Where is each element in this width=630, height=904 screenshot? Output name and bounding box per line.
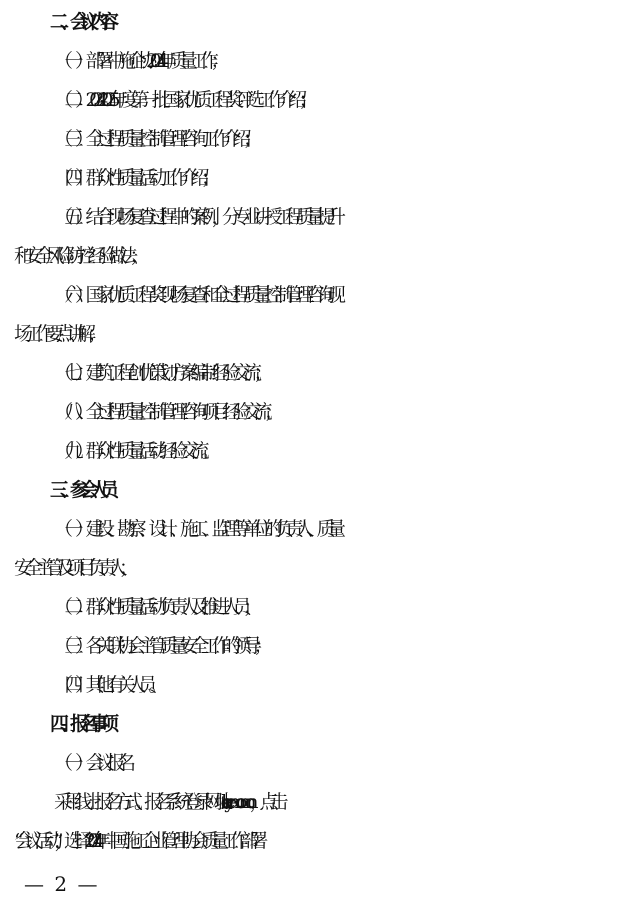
attendee-item-4: （四）其他有关人员。 bbox=[54, 674, 160, 696]
meeting-item-2: （二）2024-2025 年度第一批国家优质工程奖评选工作介绍； bbox=[54, 89, 310, 111]
meeting-item-6-continued: 场工作要点讲解； bbox=[14, 323, 99, 345]
registration-paragraph-line-1: 采用线上报名方式。报名系统登录网址 hy.cacem.com.cn，点击 bbox=[54, 791, 280, 813]
section-heading-attendees: 三、参会人员 bbox=[50, 479, 111, 501]
section-heading-registration: 四、报名事项 bbox=[50, 713, 111, 735]
attendee-item-2: （二）群众性质量活动负责人及推进人员； bbox=[54, 596, 254, 618]
registration-paragraph-line-2: “会议活动”，选择“2024 年中国施工企业管理协会质量工作部署 bbox=[14, 830, 260, 852]
page-number: — 2 — bbox=[24, 872, 100, 896]
registration-item-1: （一）会议报名 bbox=[54, 752, 128, 774]
meeting-item-4: （四）群众性质量活动工作介绍； bbox=[54, 167, 212, 189]
meeting-item-8: （八）全过程质量控制管理咨询项目经验交流； bbox=[54, 401, 275, 423]
attendee-item-1-continued: 安全主管及项目负责人； bbox=[14, 557, 130, 579]
meeting-item-7: （七）建筑工程创优策划方案编制经验交流； bbox=[54, 362, 265, 384]
meeting-item-6: （六）国家优质工程奖现场复查和全过程质量控制管理咨询现 bbox=[54, 284, 338, 306]
meeting-item-9: （九）群众性质量活动经验交流。 bbox=[54, 440, 212, 462]
attendee-item-1: （一）建设、勘察、设计、施工、监理等单位的负责人、质量 bbox=[54, 518, 338, 540]
meeting-item-3: （三）全过程质量控制管理咨询工作介绍； bbox=[54, 128, 254, 150]
attendee-item-3: （三）各关联协会主管质量安全工作的领导； bbox=[54, 635, 265, 657]
meeting-item-1: （一）部署中施企协 2024 年质量工作； bbox=[54, 50, 221, 72]
section-heading-meeting-content: 二、会议内容 bbox=[50, 11, 111, 33]
meeting-item-5-continued: 和安全风险防控经验做法； bbox=[14, 245, 141, 267]
meeting-item-5: （五）结合现场复查过程中的案例，分专业讲授工程质量提升 bbox=[54, 206, 338, 228]
